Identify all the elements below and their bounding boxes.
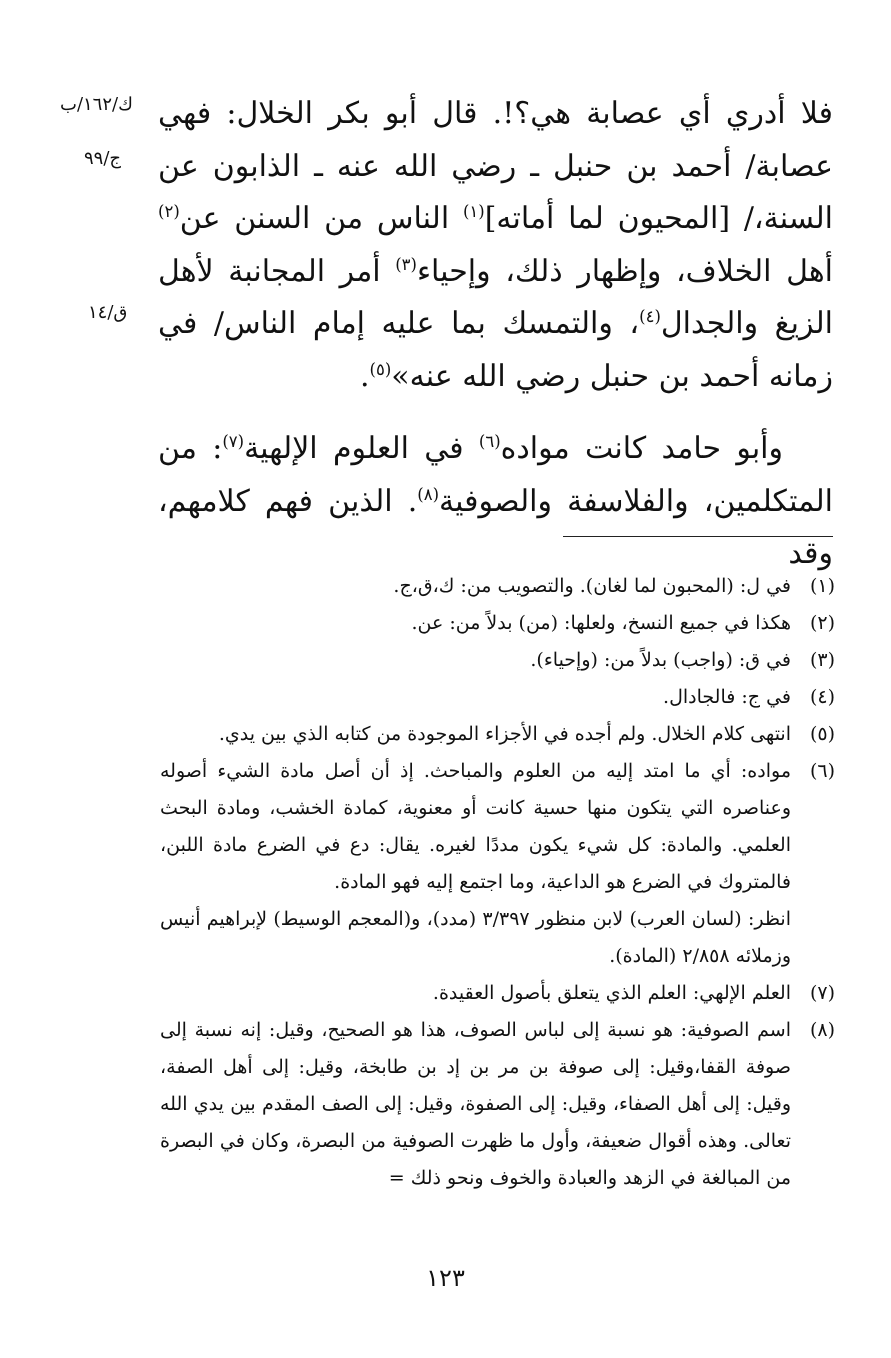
footnote-number: (٢) xyxy=(809,612,835,634)
footnote-3 xyxy=(160,642,835,679)
footnote-number: (٥) xyxy=(809,723,835,745)
footnote-8 xyxy=(160,1012,835,1197)
footnote-6 xyxy=(160,753,835,975)
footnote-separator xyxy=(563,536,833,537)
margin-ref-1: ك/١٦٢/ب xyxy=(60,94,133,115)
margin-ref-2: ج/٩٩ xyxy=(84,148,122,169)
text-run: فلا أدري أي عصابة هي؟!. قال أبو بكر الخلال: فهي عصابة/ أحمد بن حنبل ـ رضي الله عنه ـ الذابون عن السنة،/ [المحيون لما أماته] xyxy=(158,96,833,236)
footnote-marker-6: (٦) xyxy=(478,432,501,451)
footnote-text: انتهى كلام الخلال. ولم أجده في الأجزاء الموجودة من كتابه الذي بين يدي. xyxy=(218,723,791,745)
footnote-text: مواده: أي ما امتد إليه من العلوم والمباحث. إذ أن أصل مادة الشيء أصوله وعناصره التي يتكون منها حسية كانت أو معنوية، كمادة الخشب، ومادة البحث العلمي. والمادة: كل شيء يكون مددًا لغيره. يقال: دع في الضرع مادة اللبن، فالمتروك في الضرع هو الداعية، وما اجتمع إليه فهو المادة. xyxy=(160,760,791,893)
text-run: أمر المجانبة لأهل الزيغ والجدال xyxy=(158,253,833,341)
footnote-text: اسم الصوفية: هو نسبة إلى لباس الصوف، هذا هو الصحيح، وقيل: إنه نسبة إلى صوفة القفا،وقيل: إلى صوفة بن مر بن إد بن طابخة، وقيل: إلى أهل الصفة، وقيل: إلى أهل الصفاء، وقيل: إلى الصفوة، وقيل: إلى الصف المقدم بين يدي الله تعالى. وهذه أقوال ضعيفة، وأول ما ظهرت الصوفية من البصرة، وكان في البصرة من المبالغة في الزهد والعبادة والخوف ونحو ذلك = xyxy=(160,1019,791,1189)
footnote-number: (٨) xyxy=(809,1019,835,1041)
text-run: في العلوم الإلهية xyxy=(244,431,479,466)
text-run: . xyxy=(359,358,370,394)
footnote-text: في ج: فالجادال. xyxy=(663,686,791,708)
footnote-marker-8: (٨) xyxy=(417,484,440,504)
footnote-text: في ل: (المحبون لما لغان). والتصويب من: ك،ق،ج. xyxy=(393,575,791,597)
footnote-marker-7: (٧) xyxy=(222,432,245,451)
text-run: : من المتكلمين، والفلاسفة والصوفية xyxy=(158,431,833,519)
footnote-4 xyxy=(160,679,835,716)
text-run: أهل الخلاف، وإظهار ذلك، وإحياء xyxy=(416,253,833,289)
text-run: الناس من السنن عن xyxy=(179,201,463,236)
footnote-2 xyxy=(160,605,835,642)
footnote-marker-4: (٤) xyxy=(639,307,661,326)
main-text xyxy=(158,88,833,581)
footnote-number: (٤) xyxy=(809,686,835,708)
footnote-marker-2: (٢) xyxy=(158,202,180,221)
paragraph-2 xyxy=(158,423,833,581)
footnote-marker-5: (٥) xyxy=(369,359,392,379)
footnote-number: (٦) xyxy=(809,760,835,782)
footnotes xyxy=(160,568,835,1197)
footnote-text: انظر: (لسان العرب) لابن منظور ٣/٣٩٧ (مدد)، و(المعجم الوسيط) لإبراهيم أنيس وزملائه ٢/٨٥٨ (المادة). xyxy=(160,908,791,967)
margin-ref-3: ق/١٤ xyxy=(88,302,128,323)
text-run: . الذين فهم كلامهم، وقد xyxy=(158,483,833,571)
footnote-1 xyxy=(160,568,835,605)
footnote-7 xyxy=(160,975,835,1012)
footnote-number: (٣) xyxy=(809,649,835,671)
footnote-marker-1: (١) xyxy=(462,202,485,221)
footnote-text: العلم الإلهي: العلم الذي يتعلق بأصول العقيدة. xyxy=(432,982,791,1004)
footnote-text: في ق: (واجب) بدلاً من: (وإحياء). xyxy=(530,649,791,671)
footnote-text: هكذا في جميع النسخ، ولعلها: (من) بدلاً من: عن. xyxy=(411,612,791,634)
footnote-number: (١) xyxy=(809,575,835,597)
page-number: ١٢٣ xyxy=(426,1264,465,1292)
footnote-number: (٧) xyxy=(809,982,835,1004)
footnote-5 xyxy=(160,716,835,753)
footnote-marker-3: (٣) xyxy=(395,254,417,274)
text-run: ، والتمسك بما عليه إمام الناس/ في زمانه أحمد بن حنبل رضي الله عنه» xyxy=(158,306,833,394)
paragraph-1 xyxy=(158,88,833,403)
text-run: وأبو حامد كانت مواده xyxy=(500,431,783,466)
